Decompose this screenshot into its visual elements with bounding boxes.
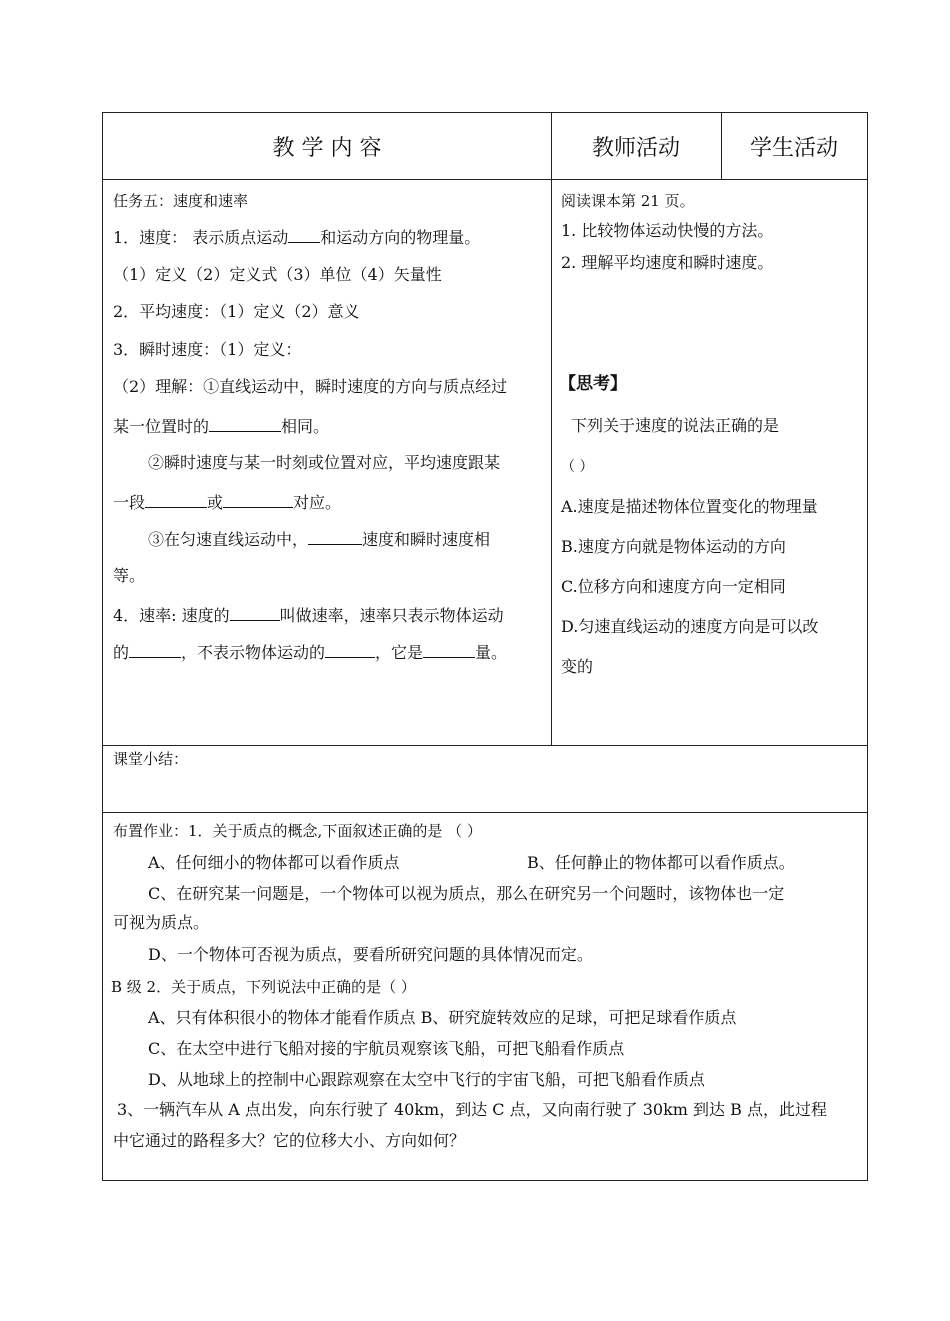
segment-line xyxy=(113,491,341,513)
think-question: 下列关于速度的说法正确的是 xyxy=(571,416,780,435)
answer-paren: （ ） xyxy=(561,459,594,475)
homework-q2-d: D、从地球上的控制中心跟踪观察在太空中飞行的宇宙飞船，可把飞船看作质点 xyxy=(148,1070,705,1089)
header-student: 学生活动 xyxy=(749,135,838,161)
direction-line xyxy=(113,415,329,437)
direction-text-end: 相同。 xyxy=(281,417,330,436)
rate-text-end: 叫做速率，速率只表示物体运动 xyxy=(279,606,504,625)
speed-text-end: 和运动方向的物理量。 xyxy=(320,228,481,247)
content-divider xyxy=(551,113,552,745)
rate-line xyxy=(113,604,504,626)
homework-q2-c: C、在太空中进行飞船对接的宇航员观察该飞船，可把飞船看作质点 xyxy=(148,1039,625,1058)
uniform-text: ③在匀速直线运动中， xyxy=(148,530,309,549)
segment-or: 或 xyxy=(207,493,224,512)
homework-q1-c-cont: 可视为质点。 xyxy=(113,913,210,932)
equal-line: 等。 xyxy=(113,566,146,585)
homework-q1: 布置作业：1．关于质点的概念,下面叙述正确的是 （ ） xyxy=(113,822,482,840)
homework-q3: 3、一辆汽车从 A 点出发，向东行驶了 40km，到达 C 点，又向南行驶了 30km 到达 B 点，此过程 xyxy=(117,1100,827,1119)
homework-q1-c: C、在研究某一问题是，一个物体可以视为质点，那么在研究另一个问题时，该物体也一定 xyxy=(148,884,785,903)
direction-text: 某一位置时的 xyxy=(113,417,210,436)
blank xyxy=(145,491,207,508)
average-speed-line: 2．平均速度：（1）定义（2）意义 xyxy=(113,302,360,321)
option-d-cont: 变的 xyxy=(561,657,594,676)
understand-speed: 2. 理解平均速度和瞬时速度。 xyxy=(561,253,774,272)
homework-q2-ab: A、只有体积很小的物体才能看作质点 B、研究旋转效应的足球，可把足球看作质点 xyxy=(148,1008,737,1027)
option-d: D.匀速直线运动的速度方向是可以改 xyxy=(561,617,819,636)
blank xyxy=(325,641,375,658)
blank xyxy=(230,604,280,621)
rate2-a: 的 xyxy=(113,643,130,662)
rate-line-2 xyxy=(113,641,507,663)
correspond-line: ②瞬时速度与某一时刻或位置对应，平均速度跟某 xyxy=(148,453,501,472)
option-a: A.速度是描述物体位置变化的物理量 xyxy=(561,497,818,516)
definition-line: （1）定义（2）定义式（3）单位（4）矢量性 xyxy=(113,265,442,284)
rate2-d: 量。 xyxy=(475,643,508,662)
homework-q1-b: B、任何静止的物体都可以看作质点。 xyxy=(527,853,795,872)
compare-method: 1. 比较物体运动快慢的方法。 xyxy=(561,221,774,240)
task-title: 任务五：速度和速率 xyxy=(113,192,249,210)
uniform-text-end: 速度和瞬时速度相 xyxy=(362,530,491,549)
rate2-b: ，不表示物体运动的 xyxy=(181,643,326,662)
option-c: C.位移方向和速度方向一定相同 xyxy=(561,577,786,596)
header-content: 教 学 内 容 xyxy=(272,135,382,161)
blank xyxy=(129,641,181,658)
summary-top-line xyxy=(103,745,867,746)
blank xyxy=(209,415,281,432)
blank xyxy=(223,491,293,508)
rate2-c: ，它是 xyxy=(375,643,424,662)
instant-speed-line: 3．瞬时速度：（1）定义： xyxy=(113,340,302,359)
summary-label: 课堂小结： xyxy=(113,750,189,768)
understanding-line: （2）理解：①直线运动中，瞬时速度的方向与质点经过 xyxy=(113,377,508,396)
segment-text-end: 对应。 xyxy=(293,493,342,512)
blank xyxy=(288,226,320,243)
uniform-line xyxy=(148,528,490,550)
blank xyxy=(308,528,362,545)
homework-q3-cont: 中它通过的路程多大？它的位移大小、方向如何？ xyxy=(113,1131,466,1150)
blank xyxy=(423,641,475,658)
segment-text: 一段 xyxy=(113,493,146,512)
homework-q1-d: D、一个物体可否视为质点，要看所研究问题的具体情况而定。 xyxy=(148,945,593,964)
reading-line: 阅读课本第 21 页。 xyxy=(561,192,695,210)
speed-line xyxy=(113,226,480,248)
homework-q2: B 级 2．关于质点，下列说法中正确的是（ ） xyxy=(111,978,416,996)
homework-top-line xyxy=(103,812,867,813)
option-b: B.速度方向就是物体运动的方向 xyxy=(561,537,786,556)
lesson-table xyxy=(102,112,868,1181)
header-teacher: 教师活动 xyxy=(591,135,680,161)
homework-q1-a: A、任何细小的物体都可以看作质点 xyxy=(148,853,400,872)
header-divider xyxy=(103,179,867,180)
rate-text: 4．速率: 速度的 xyxy=(113,606,230,625)
speed-text: 1．速度： 表示质点运动 xyxy=(113,228,289,247)
think-heading: 【思考】 xyxy=(559,374,627,394)
